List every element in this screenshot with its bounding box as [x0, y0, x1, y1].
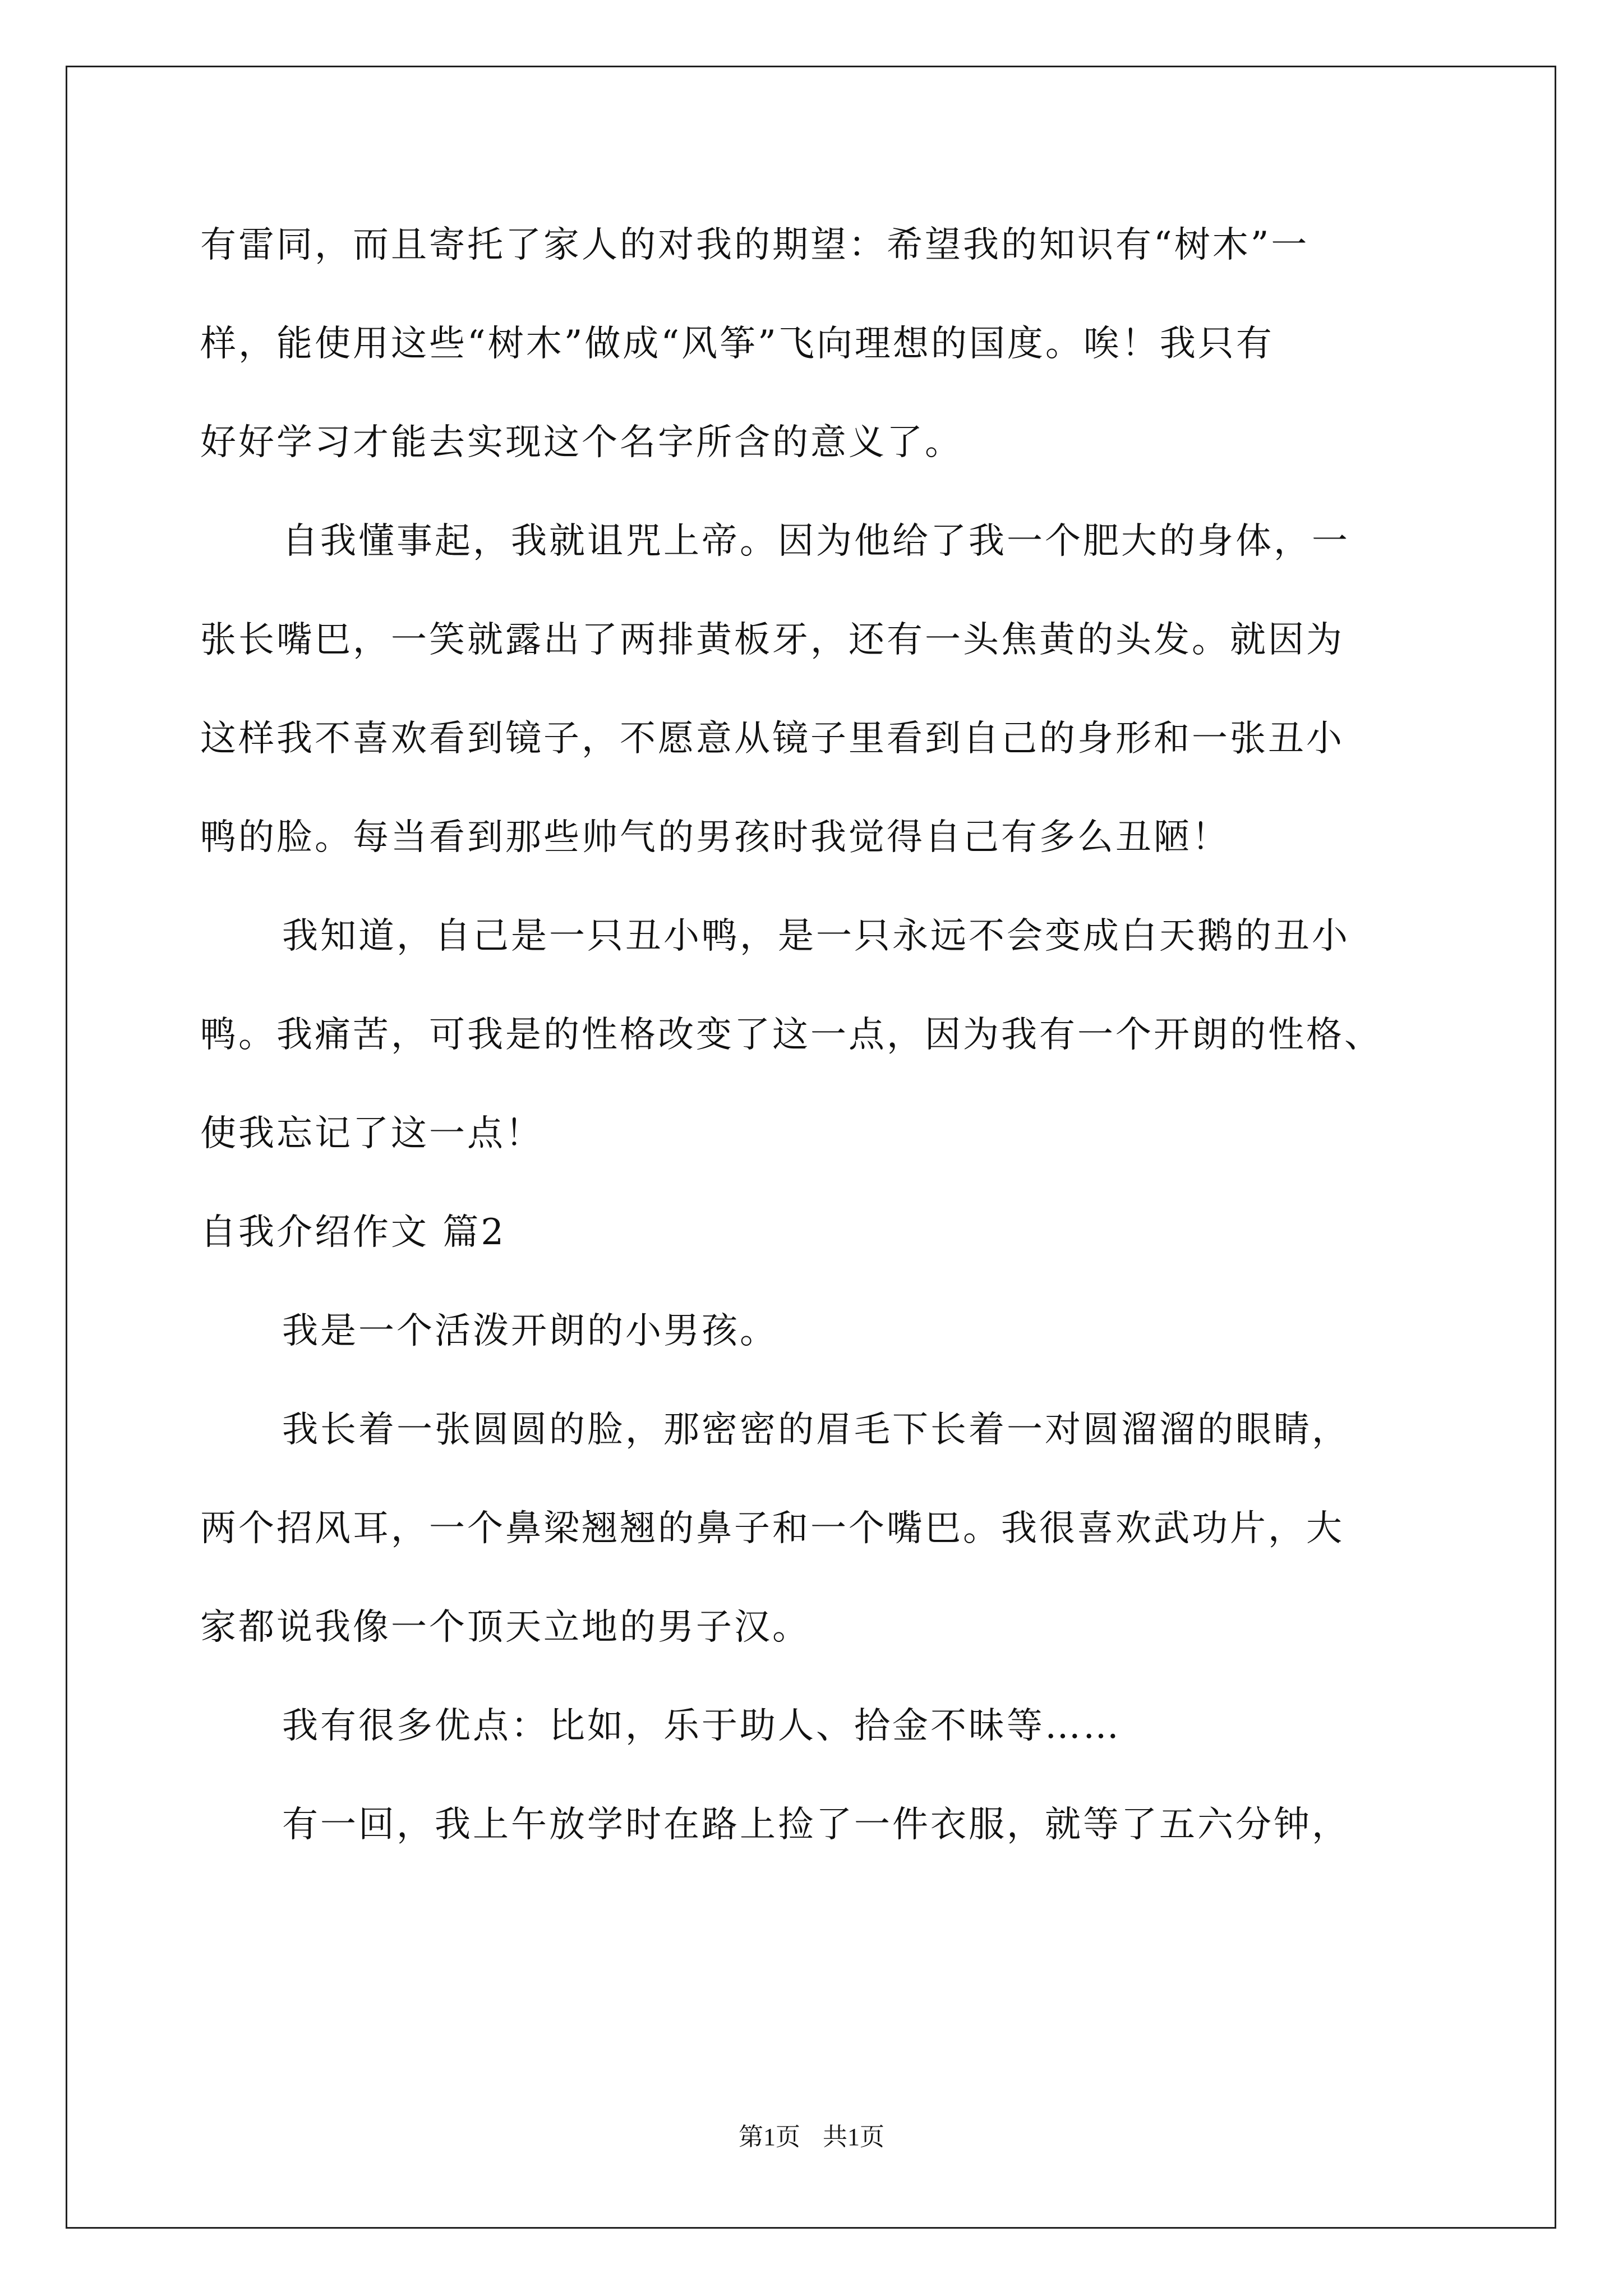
text-line-3: 好好学习才能去实现这个名字所含的意义了。	[200, 422, 963, 463]
text-line-14: 两个招风耳，一个鼻梁翘翘的鼻子和一个嘴巴。我很喜欢武功片，大	[200, 1508, 1344, 1549]
text-line-2: 样，能使用这些“树木”做成“风筝”飞向理想的国度。唉！我只有	[200, 323, 1274, 365]
page-number-total: 共1页	[823, 2123, 884, 2151]
text-line-7: 鸭的脸。每当看到那些帅气的男孩时我觉得自己有多么丑陋！	[200, 817, 1230, 858]
page-number-current: 第1页	[739, 2123, 800, 2151]
text-line-13: 我长着一张圆圆的脸，那密密的眉毛下长着一对圆溜溜的眼睛，	[282, 1409, 1350, 1451]
text-line-17: 有一回，我上午放学时在路上捡了一件衣服，就等了五六分钟，	[282, 1804, 1350, 1846]
text-line-15: 家都说我像一个顶天立地的男子汉。	[200, 1607, 810, 1648]
text-line-10: 使我忘记了这一点！	[200, 1113, 543, 1154]
text-line-8: 我知道，自己是一只丑小鸭，是一只永远不会变成白天鹅的丑小	[282, 915, 1350, 957]
text-line-4: 自我懂事起，我就诅咒上帝。因为他给了我一个肥大的身体，一	[282, 521, 1350, 562]
text-line-5: 张长嘴巴，一笑就露出了两排黄板牙，还有一头焦黄的头发。就因为	[200, 619, 1344, 661]
text-line-1: 有雷同，而且寄托了家人的对我的期望：希望我的知识有“树木”一	[200, 224, 1310, 266]
section-heading: 自我介绍作文 篇2	[200, 1212, 506, 1253]
text-line-6: 这样我不喜欢看到镜子，不愿意从镜子里看到自己的身形和一张丑小	[200, 718, 1344, 760]
page-footer	[0, 2120, 1623, 2154]
text-line-16: 我有很多优点：比如，乐于助人、拾金不昧等……	[282, 1705, 1121, 1747]
text-line-9: 鸭。我痛苦，可我是的性格改变了这一点，因为我有一个开朗的性格、	[200, 1014, 1382, 1056]
text-line-12: 我是一个活泼开朗的小男孩。	[282, 1310, 778, 1352]
